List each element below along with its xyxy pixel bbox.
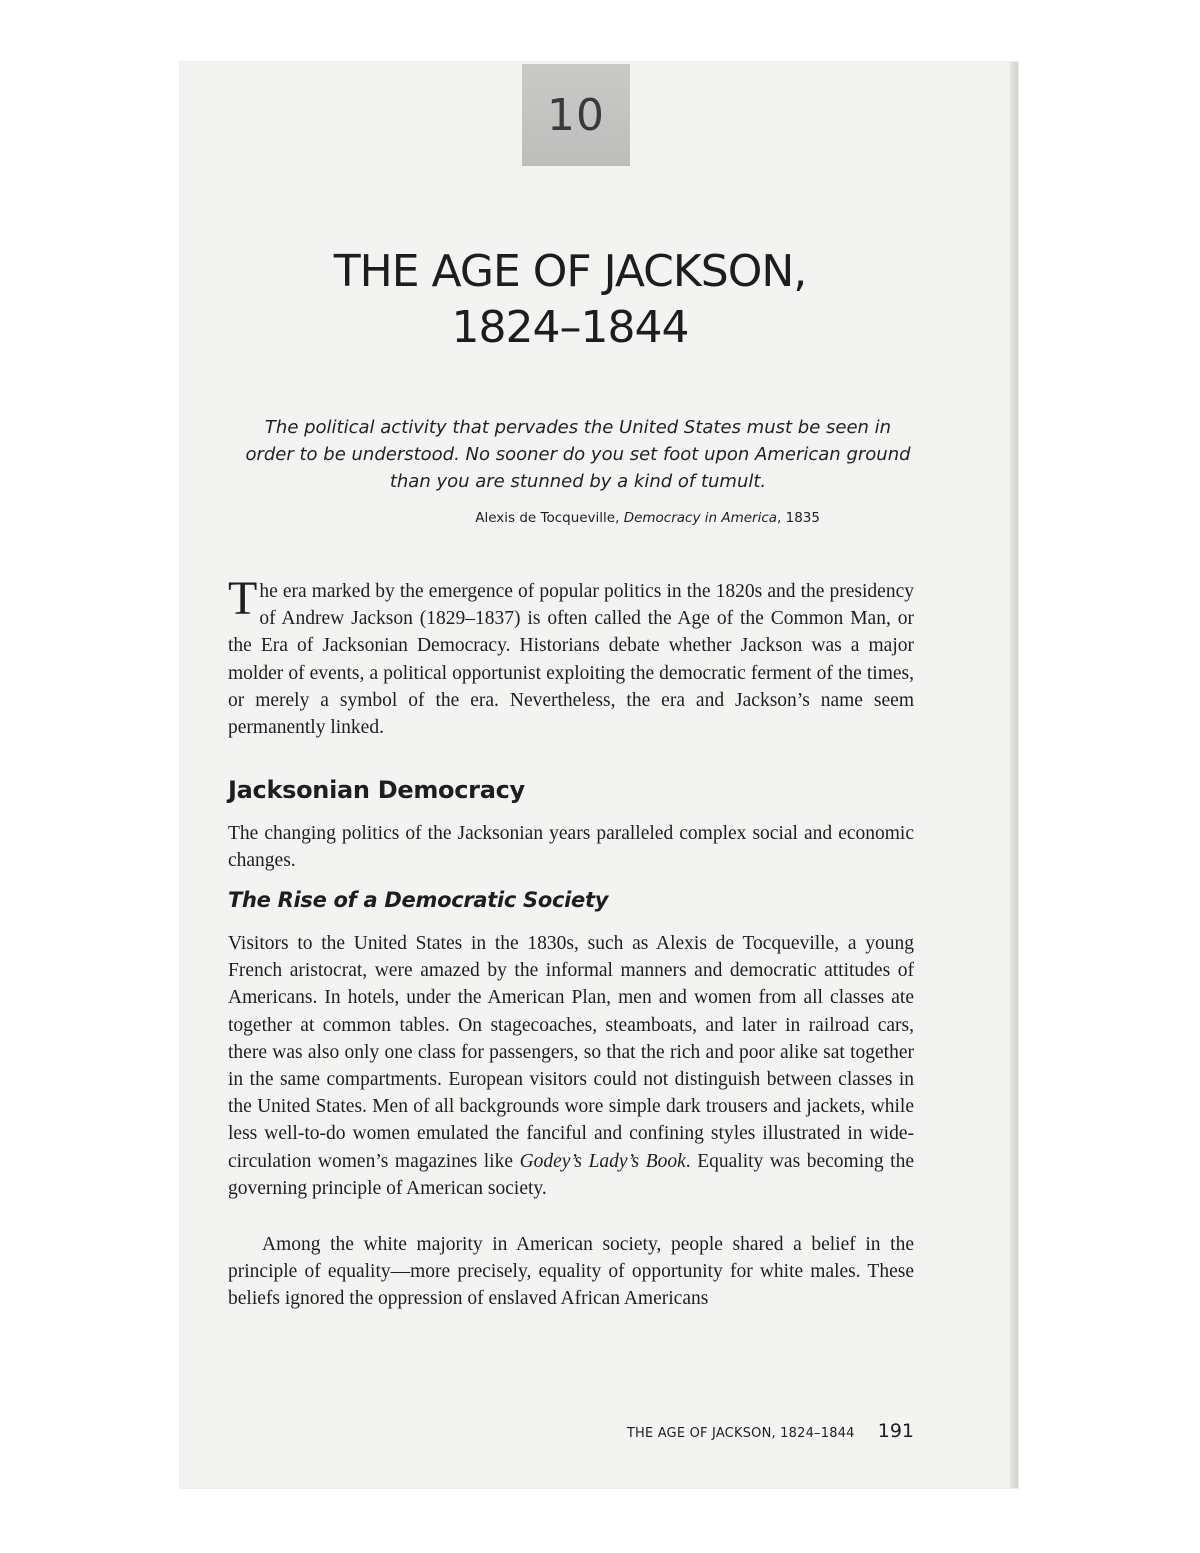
intro-paragraph: The era marked by the emergence of popular politics in the 1820s and the presidency of Andrew Jackson (1829–1837) is often called the Age of the Common Man, or the Era of Jacksonian Democracy. Historians debate whether Jackson was a major molder of events, a political opportunist exploiting the democratic ferment of the times, or merely a symbol of the era. Nevertheless, the era and Jackson’s name seem permanently linked.	[228, 572, 914, 739]
book-title: Godey’s Lady’s Book	[519, 1150, 686, 1172]
chapter-title	[180, 244, 960, 356]
epigraph-author: Alexis de Tocqueville,	[475, 510, 624, 526]
chapter-title-line2: 1824–1844	[451, 302, 689, 353]
section-heading: Jacksonian Democracy	[228, 776, 525, 804]
body-paragraph-1-text-b: . Equality was becoming the governing principle of American society.	[228, 1150, 914, 1199]
epigraph-year: , 1835	[777, 510, 820, 526]
page-footer	[180, 1420, 914, 1442]
page-number: 191	[877, 1420, 914, 1442]
chapter-number-box	[522, 64, 630, 166]
page-edge-shadow	[1010, 62, 1018, 1488]
chapter-title-line1: THE AGE OF JACKSON,	[333, 246, 807, 297]
subsection-heading: The Rise of a Democratic Society	[228, 888, 609, 912]
body-paragraph-1-text-a: Visitors to the United States in the 1830s, such as Alexis de Tocqueville, a young French aristocrat, were amazed by the informal manners and democratic attitudes of Americans. In hotels, under the American Plan, men and women from all classes ate together at common tables. On stagecoaches, steamboats, and later in railroad cars, there was also only one class for passengers, so that the rich and poor alike sat together in the same compartments. European visitors could not distinguish between classes in the United States. Men of all backgrounds wore simple dark trousers and jackets, while less well-to-do women emulated the fanciful and confining styles illustrated in wide-circulation women’s magazines like	[228, 933, 914, 1172]
epigraph-quote: The political activity that pervades the United States must be seen in order to be understood. No sooner do you set foot upon American ground than you are stunned by a kind of tumult.	[245, 417, 911, 492]
chapter-number: 10	[547, 89, 605, 141]
running-head: THE AGE OF JACKSON, 1824–1844	[626, 1426, 855, 1441]
body-paragraph-2: Among the white majority in American society, people shared a belief in the principle of equality—more precisely, equality of opportunity for white males. These beliefs ignored the oppression of enslaved African Americans	[228, 1234, 914, 1310]
book-page	[180, 62, 1018, 1488]
epigraph-source	[360, 510, 820, 526]
body-paragraph-1	[228, 930, 914, 1202]
section-intro-paragraph: The changing politics of the Jacksonian years paralleled complex social and economic changes.	[228, 823, 914, 872]
epigraph-work: Democracy in America	[623, 510, 778, 526]
